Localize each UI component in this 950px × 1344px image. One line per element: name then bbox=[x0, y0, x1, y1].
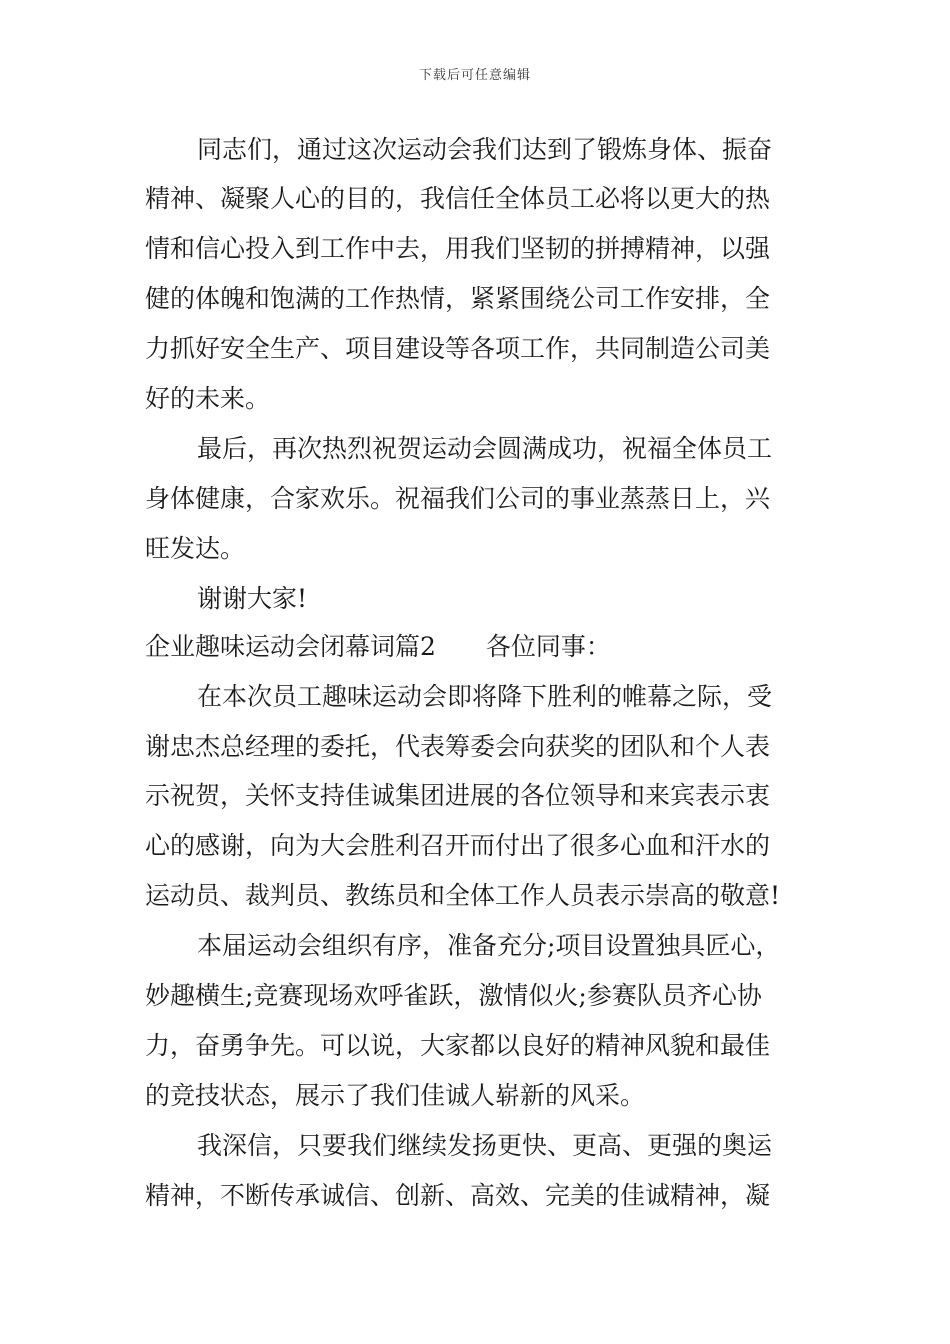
text-line: 同志们，通过这次运动会我们达到了锻炼身体、振奋 bbox=[197, 135, 773, 164]
text-line: 力抓好安全生产、项目建设等各项工作，共同制造公司美 bbox=[145, 334, 771, 363]
section-heading: 企业趣味运动会闭幕词篇2 各位同事： bbox=[145, 632, 611, 661]
text-line: 健的体魄和饱满的工作热情，紧紧围绕公司工作安排，全 bbox=[145, 284, 771, 313]
text-line: 妙趣横生;竞赛现场欢呼雀跃，激情似火;参赛队员齐心协 bbox=[145, 981, 762, 1010]
text-line: 运动员、裁判员、教练员和全体工作人员表示崇高的敬意! bbox=[145, 881, 781, 910]
text-line: 在本次员工趣味运动会即将降下胜利的帷幕之际，受 bbox=[197, 682, 773, 711]
text-line: 心的感谢，向为大会胜利召开而付出了很多心血和汗水的 bbox=[145, 831, 771, 860]
text-line: 最后，再次热烈祝贺运动会圆满成功，祝福全体员工 bbox=[197, 434, 773, 463]
text-line: 精神、凝聚人心的目的，我信任全体员工必将以更大的热 bbox=[145, 184, 771, 213]
text-line: 的竞技状态，展示了我们佳诚人崭新的风采。 bbox=[145, 1081, 646, 1110]
text-line: 好的未来。 bbox=[145, 384, 271, 413]
page-header: 下载后可任意编辑 bbox=[418, 68, 531, 83]
text-line: 本届运动会组织有序，准备充分;项目设置独具匠心， bbox=[197, 931, 781, 960]
text-line: 示祝贺，关怀支持佳诚集团进展的各位领导和来宾表示衷 bbox=[145, 781, 771, 810]
text-line: 力，奋勇争先。可以说，大家都以良好的精神风貌和最佳 bbox=[145, 1031, 771, 1060]
text-line: 情和信心投入到工作中去，用我们坚韧的拼搏精神，以强 bbox=[145, 234, 771, 263]
text-line: 精神，不断传承诚信、创新、高效、完美的佳诚精神，凝 bbox=[145, 1181, 771, 1210]
text-line: 旺发达。 bbox=[145, 534, 246, 563]
text-line: 谢忠杰总经理的委托，代表筹委会向获奖的团队和个人表 bbox=[145, 732, 771, 761]
text-line: 身体健康，合家欢乐。祝福我们公司的事业蒸蒸日上，兴 bbox=[145, 484, 771, 513]
text-line: 谢谢大家! bbox=[197, 584, 308, 613]
text-line: 我深信，只要我们继续发扬更快、更高、更强的奥运 bbox=[197, 1131, 773, 1160]
